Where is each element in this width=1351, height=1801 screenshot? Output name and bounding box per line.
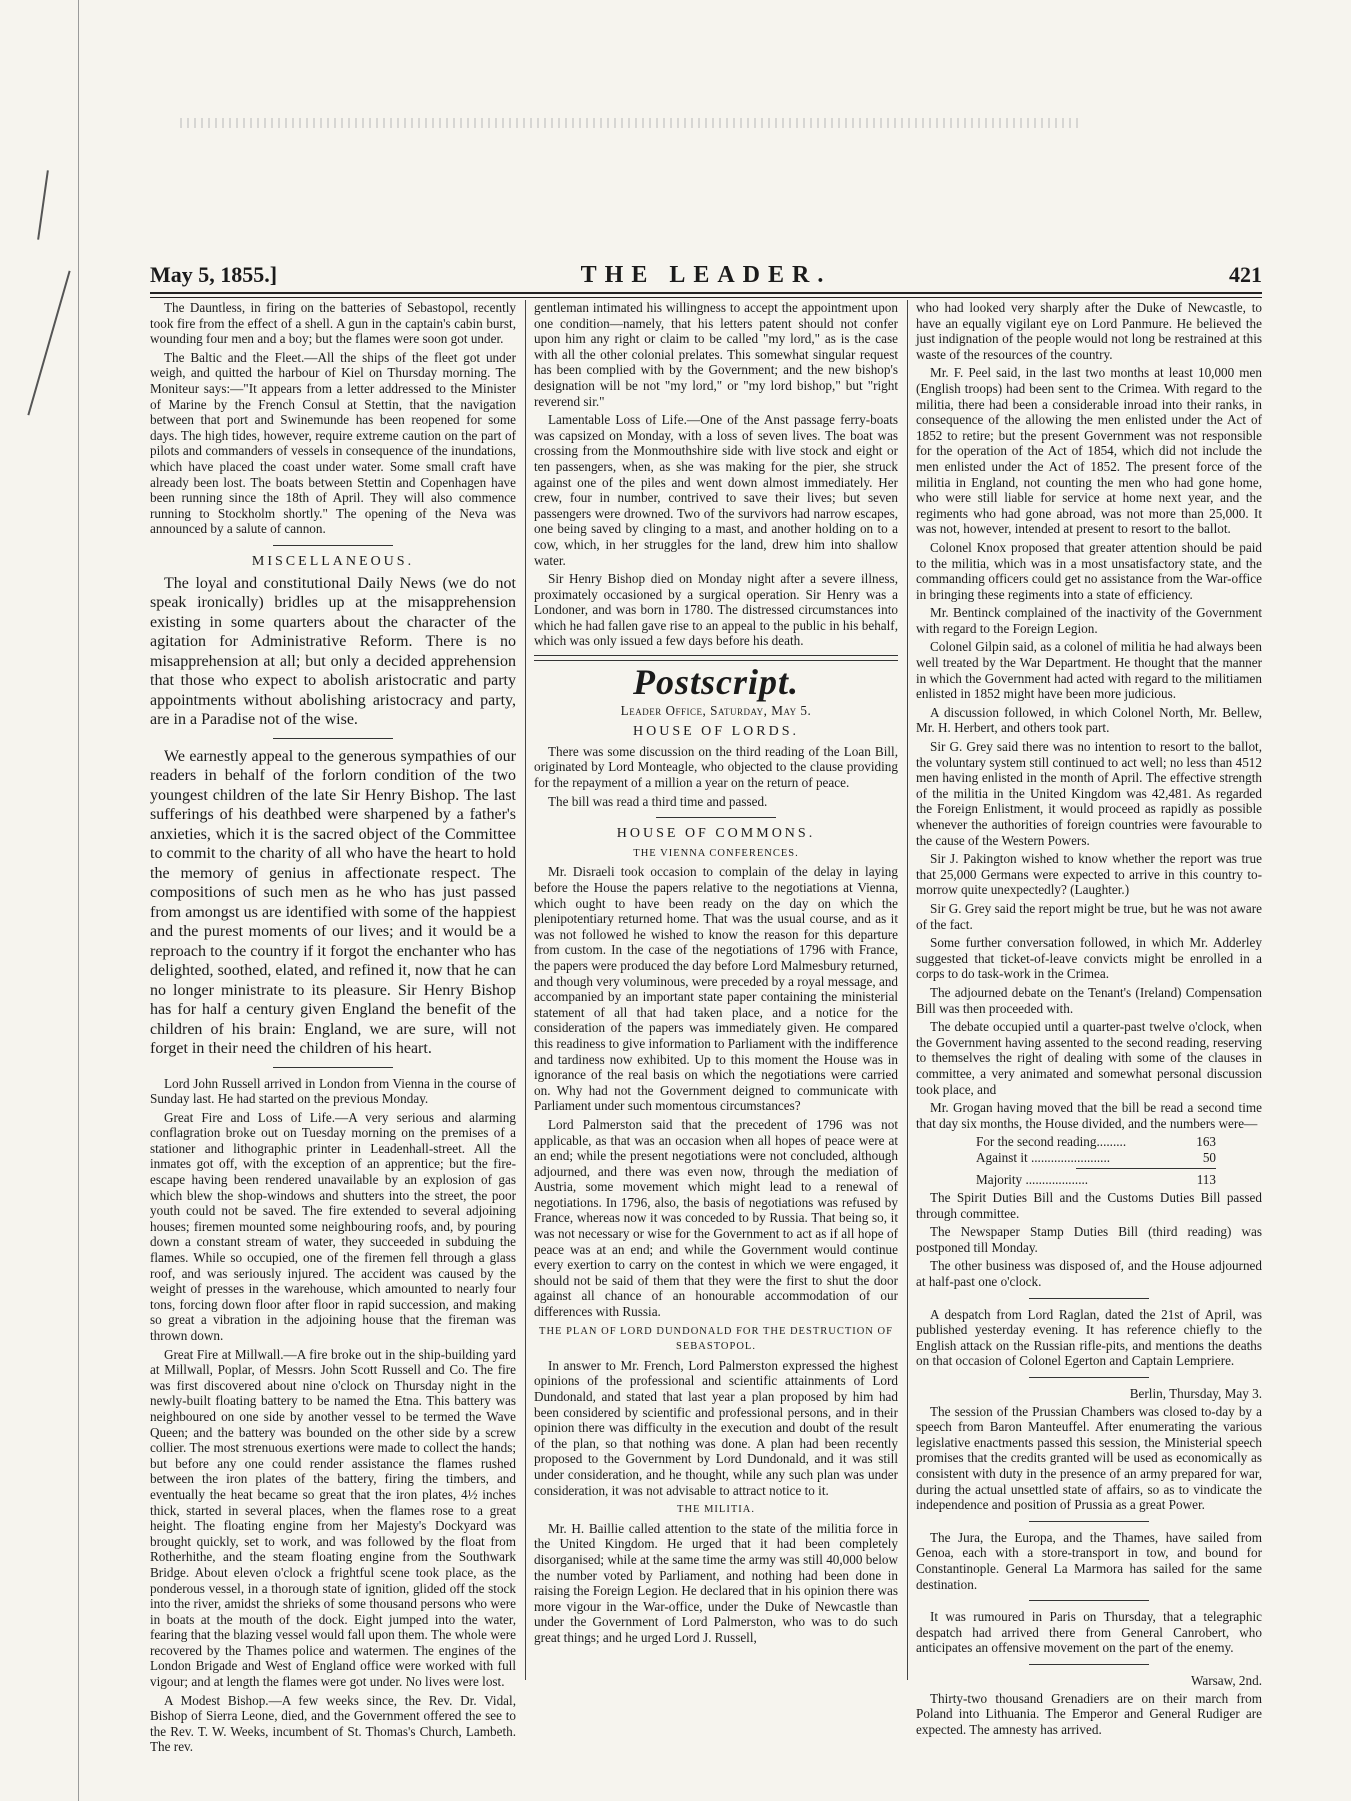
article-raglan: A despatch from Lord Raglan, dated the 21st of April, was published yesterday evening. It has reference chiefly to the English attack on the Russian rifle-pits, and mentions the deaths on that occasion of Colonel Egerton and Captain Lempriere. — [916, 1306, 1262, 1369]
berlin-dateline: Berlin, Thursday, May 3. — [1129, 1386, 1262, 1401]
article-baltic-fleet: The Baltic and the Fleet.—All the ships of the fleet got under weigh, and quitted the harbour of Kiel on Thursday morning. The Moniteur says:—"It appears from a letter addressed to the Minister of Marine by the French Consul at Stettin, that the navigation between that port and Swinemunde has been reopened for some days. The high tides, however, require extreme caution on the part of pilots and commanders of vessels in consequence of the inundations, which have placed the coast under water. Some small craft have already been lost. The boats between Stettin and Copenhagen have been running since the 18th of April. They will also commence running to Stockholm shortly." The opening of the Neva was announced by a salute of cannon. — [150, 349, 516, 537]
article-debate: The debate occupied until a quarter-past twelve o'clock, when the Government having assented to the second reading, reserving to themselves the right of dealing with some of the clauses in committee, a very animated and somewhat personal discussion took place, and — [916, 1019, 1262, 1097]
section-divider — [656, 817, 776, 818]
article-paris: It was rumoured in Paris on Thursday, that a telegraphic despatch had arrived there from General Canrobert, who anticipates an offensive movement on the part of the enemy. — [916, 1609, 1262, 1656]
section-divider — [273, 738, 393, 739]
article-loan-bill: There was some discussion on the third reading of the Loan Bill, originated by Lord Monteagle, who objected to the clause providing for the repayment of a million a year on the return of peace. — [534, 743, 898, 791]
article-jura: The Jura, the Europa, and the Thames, have sailed from Genoa, each with a store-transport in tow, and bound for Constantinople. General La Marmora has sailed for the same destination. — [916, 1529, 1262, 1592]
vote-label: For the second reading......... — [976, 1134, 1127, 1150]
article-spirit-duties: The Spirit Duties Bill and the Customs Duties Bill passed through committee. — [916, 1190, 1262, 1221]
section-divider — [1029, 1298, 1149, 1299]
dundonald-subheading: THE PLAN OF LORD DUNDONALD FOR THE DESTRUCTION OF SEBASTOPOL. — [539, 1325, 893, 1353]
page-header — [150, 262, 1262, 290]
article-anst-ferry: Lamentable Loss of Life.—One of the Anst passage ferry-boats was capsized on Monday, with a loss of seven lives. The boat was crossing from the Monmouthshire side with live stock and eight or ten passengers, when, as she was making for the pier, she struck against one of the piles and went down almost immediately. Her crew, four in number, contrived to save their lives; but seven passengers were drowned. Two of the survivors had narrow escapes, one being saved by clinging to a mast, and another holding on to a cow, which, in her struggles for the land, drew him into shallow water. — [534, 412, 898, 568]
article-great-fire-leadenhall: Great Fire and Loss of Life.—A very serious and alarming conflagration broke out on Tuesday morning on the premises of a stationer and lithographic printer in Leadenhall-street. All the inmates got off, with the exception of an apprentice; but the fire-escape having been rendered unavailable by an explosion of gas which blew the shop-windows and shutters into the street, the poor youth could not be saved. The fire extended to several adjoining houses; firemen mounted some neighbouring roofs, and, by pouring down a constant stream of water, they succeeded in subduing the flames. While so occupied, one of the firemen fell through a glass roof, and was seriously injured. The accident was caused by the weight of presses in the warehouse, which amounted to nearly four tons, forcing down floor after floor in rapid succession, and making so great a vibration in the adjoining house that the fireman was thrown down. — [150, 1109, 516, 1343]
article-grey: Sir G. Grey said there was no intention to resort to the ballot, the voluntary system still continued to act well; no less than 4512 men having enlisted in the month of April. The effective strength of the militia in the United Kingdom was 42,481. As regarded the Foreign Enlistment, it would proceed as rapidly as possible whenever the authorities of foreign countries were favourable to the cause of the Western Powers. — [916, 739, 1262, 848]
header-date: May 5, 1855.] — [150, 262, 278, 287]
article-berlin: The session of the Prussian Chambers was closed to-day by a speech from Baron Manteuffel. After enumerating the various legislative enactments passed this session, the Ministerial speech promises that the credits granted will be used as economically as consistent with duty in the presence of an army prepared for war, during the actual unsettled state of affairs, so as to vindicate the independence and position of Prussia as a great Power. — [916, 1403, 1262, 1513]
header-rule — [150, 292, 1262, 298]
article-disraeli: Mr. Disraeli took occasion to complain of the delay in laying before the House the papers relative to the negotiations at Vienna, which ought to have been ready on the day on which the plenipotentiary returned home. That was the usual course, and as it was not followed he wished to know the reason for this departure from custom. In the case of the negotiations of 1796 with France, the papers were produced the day before Lord Malmesbury returned, and though very voluminous, were preceded by a royal message, and accompanied by an important state paper containing the ministerial statement of all that had taken place, and a notice for the consideration of the papers was immediately given. He compared this readiness to give information to Parliament with the indifference and tardiness now exhibited. Up to this moment the House was in ignorance of the real basis on which the negotiations were carried on. Why had not the Government deigned to communicate with Parliament under such momentous circumstances? — [534, 864, 899, 1114]
article-discussion: A discussion followed, in which Colonel North, Mr. Bellew, Mr. H. Herbert, and others took part. — [916, 704, 1262, 736]
article-grey-reply: Sir G. Grey said the report might be true, but he was not aware of the fact. — [916, 900, 1262, 932]
article-great-fire-millwall: Great Fire at Millwall.—A fire broke out in the ship-building yard at Millwall, Poplar, of Messrs. John Scott Russell and Co. The fire was first discovered about nine o'clock on Thursday night in the newly-built floating battery to be named the Etna. This battery was neighboured on one side by another vessel to be termed the Wave Queen; and the battery was bounded on the other side by a screw collier. The most strenuous exertions were made to collect the hands; but before any one could render assistance the flames rushed between the iron plates of the battery, firing the timbers, and eventually the heat became so great that the iron plates, 4½ inches thick, started in several places, when the flames rose to a great height. The floating engine from her Majesty's Dockyard was brought quickly, set to work, and was followed by the float from Rotherhithe, and the steam floating engine from the Southwark Bridge. About eleven o'clock a frightful scene took place, as the ponderous vessel, in a thorough state of ignition, glided off the stock into the river, amidst the shrieks of some thousand persons who were in boats at the mouth of the dock. Eight jumped into the water, fearing that the blazing vessel would fall upon them. The whole were recovered by the Thames police and watermen. The engines of the London Brigade and West of England office were worked with full vigour; and at length the flames were got under. No lives were lost. — [150, 1346, 516, 1690]
vote-value: 163 — [1196, 1134, 1216, 1150]
vote-row — [976, 1172, 1216, 1188]
warsaw-dateline: Warsaw, 2nd. — [1191, 1672, 1262, 1688]
article-dauntless: The Dauntless, in firing on the batteries of Sebastopol, recently took fire from the effect of a shell. A gun in the captain's cabin burst, wounding four men and a boy; but the flames were soon got under. — [150, 300, 516, 347]
article-grogan: Mr. Grogan having moved that the bill be read a second time that day six months, the House divided, and the numbers were— — [916, 1100, 1262, 1131]
binding-edge-rule — [78, 0, 79, 1801]
article-modest-bishop: A Modest Bishop.—A few weeks since, the Rev. Dr. Vidal, Bishop of Sierra Leone, died, and the Government offered the see to the Rev. T. W. Weeks, incumbent of St. Thomas's Church, Lambeth. The rev. — [150, 1692, 516, 1755]
article-bentinck: Mr. Bentinck complained of the inactivity of the Government with regard to the Foreign Legion. — [916, 605, 1262, 636]
miscellaneous-heading: MISCELLANEOUS. — [251, 553, 415, 569]
vote-value: 50 — [1202, 1149, 1216, 1165]
postscript-dateline: Leader Office, Saturday, May 5. — [620, 702, 812, 718]
article-palmerston: Lord Palmerston said that the precedent of 1796 was not applicable, as that was an occasion when all hopes of peace were at an end; while the present negotiations were not concluded, although adjourned, and there was even now, through the mediation of Austria, some movement which might lead to a renewal of negotiations. In 1796, also, the basis of negotiations was refused by France, whereas now it was conceded to by Russia. That being so, it was not necessary or wise for the Government to act as if all hope of peace was at an end; and while the Government would continue every exertion to carry on the contest in which we were engaged, it should not be said of them that they were the first to shut the door against all chance of an honourable accommodation of our differences with Russia. — [534, 1116, 898, 1320]
house-of-lords-heading: HOUSE OF LORDS. — [633, 724, 799, 740]
page-number: 421 — [1229, 262, 1262, 287]
column-middle — [534, 300, 898, 1681]
column-divider — [525, 300, 526, 1680]
article-tenant-bill: The adjourned debate on the Tenant's (Ireland) Compensation Bill was then proceeded with. — [916, 984, 1262, 1016]
article-bishop-appeal: We earnestly appeal to the generous sympathies of our readers in behalf of the forlorn condition of the two youngest children of the late Sir Henry Bishop. The last sufferings of his deathbed were sharpened by a father's anxieties, which it is the sacred object of the Committee to commit to the charity of all who have the heart to hold the memory of genius in affectionate respect. The compositions of such men as he who has just passed from amongst us are identified with some of the happiest and the purest moments of our lives; and it would be a reproach to the country if it forgot the enchanter who has delighted, soothed, elated, and refined it, now that he can no longer ministrate to its pleasure. Sir Henry Bishop has for half a century given England the benefit of the children of his brain: England, we are sure, will not forget in their need the children of his heart. — [150, 747, 516, 1057]
margin-pencil-mark — [27, 271, 70, 416]
section-divider — [1029, 1521, 1149, 1522]
article-dundonald: In answer to Mr. French, Lord Palmerston expressed the highest opinions of the professional and scientific attainments of Lord Dundonald, and stated that last year a plan proposed by him had been considered by scientific and professional persons, and in their opinion there was difficulty in the execution and doubt of the result of the plan, so that nothing was done. A plan had been recently proposed to the Government by Lord Dundonald, and it was still under consideration, and he thought, while any such plan was under consideration, it was not advisable to attract notice to it. — [534, 1357, 898, 1498]
article-adderley: Some further conversation followed, in which Mr. Adderley suggested that ticket-of-leave convicts might be enrolled in a corps to do task-work in the Crimea. — [916, 935, 1262, 982]
article-lord-john-russell: Lord John Russell arrived in London from Vienna in the course of Sunday last. He had started on the previous Monday. — [150, 1075, 516, 1107]
section-divider — [1029, 1664, 1149, 1665]
column-divider — [907, 300, 908, 1680]
article-pakington: Sir J. Pakington wished to know whether the report was true that 25,000 Germans were expected to arrive in this country to-morrow quite unexpectedly? (Laughter.) — [916, 851, 1262, 898]
house-of-commons-heading: HOUSE OF COMMONS. — [616, 826, 816, 842]
vote-label: Against it ........................ — [976, 1149, 1111, 1165]
postscript-title: Postscript. — [632, 662, 799, 703]
vote-value: 113 — [1196, 1172, 1216, 1188]
vote-label: Majority ................... — [976, 1172, 1089, 1188]
section-divider — [534, 655, 898, 661]
article-peel: Mr. F. Peel said, in the last two months at least 10,000 men (English troops) had been sent to the Crimea. With regard to the militia, there had been a considerable inroad into their ranks, in consequence of the allowing the men enlisted under the Act of 1852 to retire; but the present Government was not responsible for the operation of the Act of 1854, which did not include the men enlisted under the Act of 1852. The present force of the militia in England, not counting the men who had gone home, who were still liable for service at home next year, and the regiments who had gone abroad, was not more than 25,000. It was not, however, intended at present to resort to the ballot. — [916, 365, 1262, 537]
article-knox: Colonel Knox proposed that greater attention should be paid to the militia, which was in a most unsatisfactory state, and the commanding officers could get no assistance from the War-office in bringing these regiments into a state of efficiency. — [916, 539, 1262, 602]
article-baillie: Mr. H. Baillie called attention to the state of the militia force in the United Kingdom. He urged that it had been completely disorganised; while at the same time the army was still 40,000 below the number voted by Parliament, and nothing had been done in raising the Foreign Legion. He declared that in his opinion there was more vigour in the War-office, under the Duke of Newcastle than under the Government of Lord Palmerston, who was to do such great things; and he urged Lord J. Russell, — [534, 1520, 898, 1645]
article-baillie-cont: who had looked very sharply after the Duke of Newcastle, to have an equally vigilant eye on Lord Panmure. He believed the just indignation of the people would not long be restrained at this waste of the resources of the country. — [916, 300, 1262, 362]
sum-rule — [1076, 1168, 1216, 1169]
vote-row — [976, 1134, 1216, 1150]
article-sir-henry-bishop: Sir Henry Bishop died on Monday night after a severe illness, proximately occasioned by a surgical operation. Sir Henry was a Londoner, and was born in 1780. The distressed circumstances into which he had fallen gave rise to an appeal to the public in his behalf, which was only issued a few days before his death. — [534, 571, 898, 649]
article-warsaw: Thirty-two thousand Grenadiers are on their march from Poland into Lithuania. The Emperor and General Rudiger are expected. The amnesty has arrived. — [916, 1690, 1262, 1737]
section-divider — [273, 545, 393, 546]
section-divider — [1029, 1377, 1149, 1378]
scan-noise — [180, 118, 1080, 128]
article-daily-news: The loyal and constitutional Daily News (we do not speak ironically) bridles up at the misapprehension existing in some quarters about the character of the agitation for Administrative Reform. There is no misapprehension at all; but only a decided apprehension that those who expect to abolish aristocratic and party appointments without abolishing aristocracy and party, are in a Paradise not of the wise. — [150, 574, 516, 728]
division-table — [976, 1134, 1262, 1188]
vote-row — [976, 1150, 1216, 1166]
masthead-title: THE LEADER. — [580, 262, 832, 288]
section-divider — [1029, 1600, 1149, 1601]
vienna-conferences-subheading: THE VIENNA CONFERENCES. — [633, 847, 799, 859]
militia-subheading: THE MILITIA. — [677, 1504, 755, 1516]
column-right — [916, 300, 1262, 1737]
article-modest-bishop-cont: gentleman intimated his willingness to accept the appointment upon one condition—namely, that his letters patent should not confer upon him any right or claim to be called "my lord," as is the case with all the other colonial prelates. This somewhat singular request has been complied with by the Government; and the new bishop's designation will be not "my lord," or "my lord bishop," but "right reverend sir." — [534, 300, 898, 409]
article-adjourned: The other business was disposed of, and the House adjourned at half-past one o'clock. — [916, 1258, 1262, 1290]
article-gilpin: Colonel Gilpin said, as a colonel of militia he had always been well treated by the War Department. He thought that the manner in which the Government had acted with regard to the militiamen enlisted in 1852 might have been more judicious. — [916, 639, 1262, 702]
article-newspaper-stamp: The Newspaper Stamp Duties Bill (third reading) was postponed till Monday. — [916, 1224, 1262, 1255]
margin-pencil-mark — [37, 170, 49, 240]
column-left — [150, 300, 516, 1755]
article-loan-bill-passed: The bill was read a third time and passed. — [548, 793, 768, 809]
section-divider — [273, 1067, 393, 1068]
